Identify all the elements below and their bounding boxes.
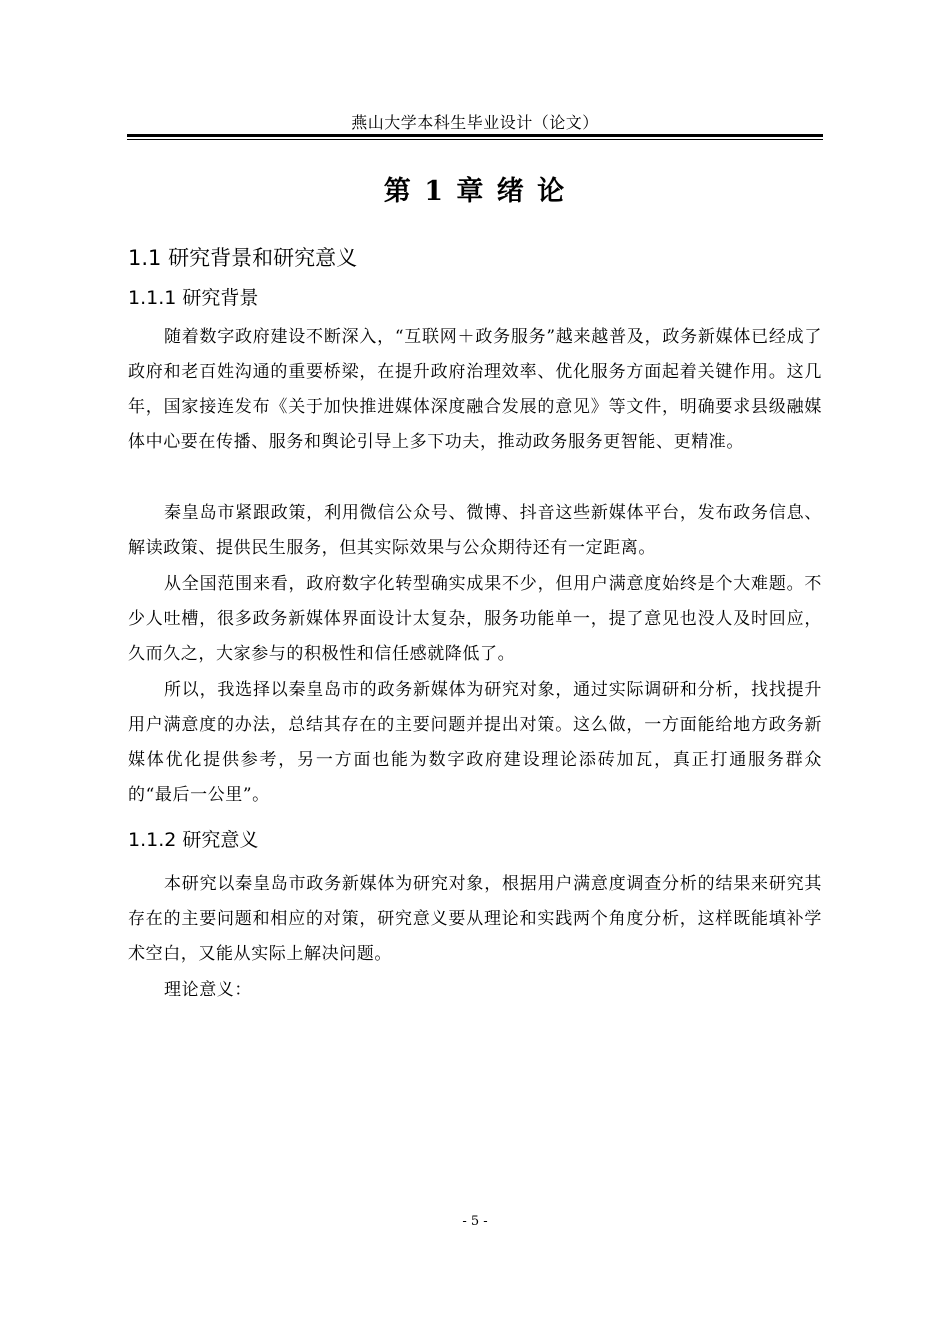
header-rule-thick <box>127 134 823 137</box>
section-heading-1-1-1: 1.1.1 研究背景 <box>128 287 259 309</box>
section-heading-1-1: 1.1 研究背景和研究意义 <box>128 246 358 270</box>
paragraph-significance-2: 理论意义： <box>164 980 252 1000</box>
paragraph-significance-1: 本研究以秦皇岛市政务新媒体为研究对象，根据用户满意度调查分析的结果来研究其存在的主要问题和相应的对策，研究意义要从理论和实践两个角度分析，这样既能填补学术空白，又能从实际上解决问题。 <box>128 874 822 964</box>
chapter-title: 第 1 章 绪 论 <box>383 176 567 207</box>
running-header: 燕山大学本科生毕业设计（论文） <box>351 113 599 132</box>
paragraph-background-3: 从全国范围来看，政府数字化转型确实成果不少，但用户满意度始终是个大难题。不少人吐槽，很多政务新媒体界面设计太复杂，服务功能单一，提了意见也没人及时回应，久而久之，大家参与的积极性和信任感就降低了。 <box>128 574 822 664</box>
header-rule-thin <box>127 139 823 140</box>
paragraph-background-1: 随着数字政府建设不断深入，“互联网＋政务服务”越来越普及，政务新媒体已经成了政府和老百姓沟通的重要桥梁，在提升政府治理效率、优化服务方面起着关键作用。这几年，国家接连发布《关于加快推进媒体深度融合发展的意见》等文件，明确要求县级融媒体中心要在传播、服务和舆论引导上多下功夫，推动政务服务更智能、更精准。 <box>128 327 822 452</box>
page-number: - 5 - <box>462 1214 488 1229</box>
paragraph-background-2: 秦皇岛市紧跟政策，利用微信公众号、微博、抖音这些新媒体平台，发布政务信息、解读政策、提供民生服务，但其实际效果与公众期待还有一定距离。 <box>128 503 822 558</box>
section-heading-1-1-2: 1.1.2 研究意义 <box>128 829 259 851</box>
paragraph-background-4: 所以，我选择以秦皇岛市的政务新媒体为研究对象，通过实际调研和分析，找找提升用户满意度的办法，总结其存在的主要问题并提出对策。这么做，一方面能给地方政务新媒体优化提供参考，另一方面也能为数字政府建设理论添砖加瓦，真正打通服务群众的“最后一公里”。 <box>128 680 822 805</box>
